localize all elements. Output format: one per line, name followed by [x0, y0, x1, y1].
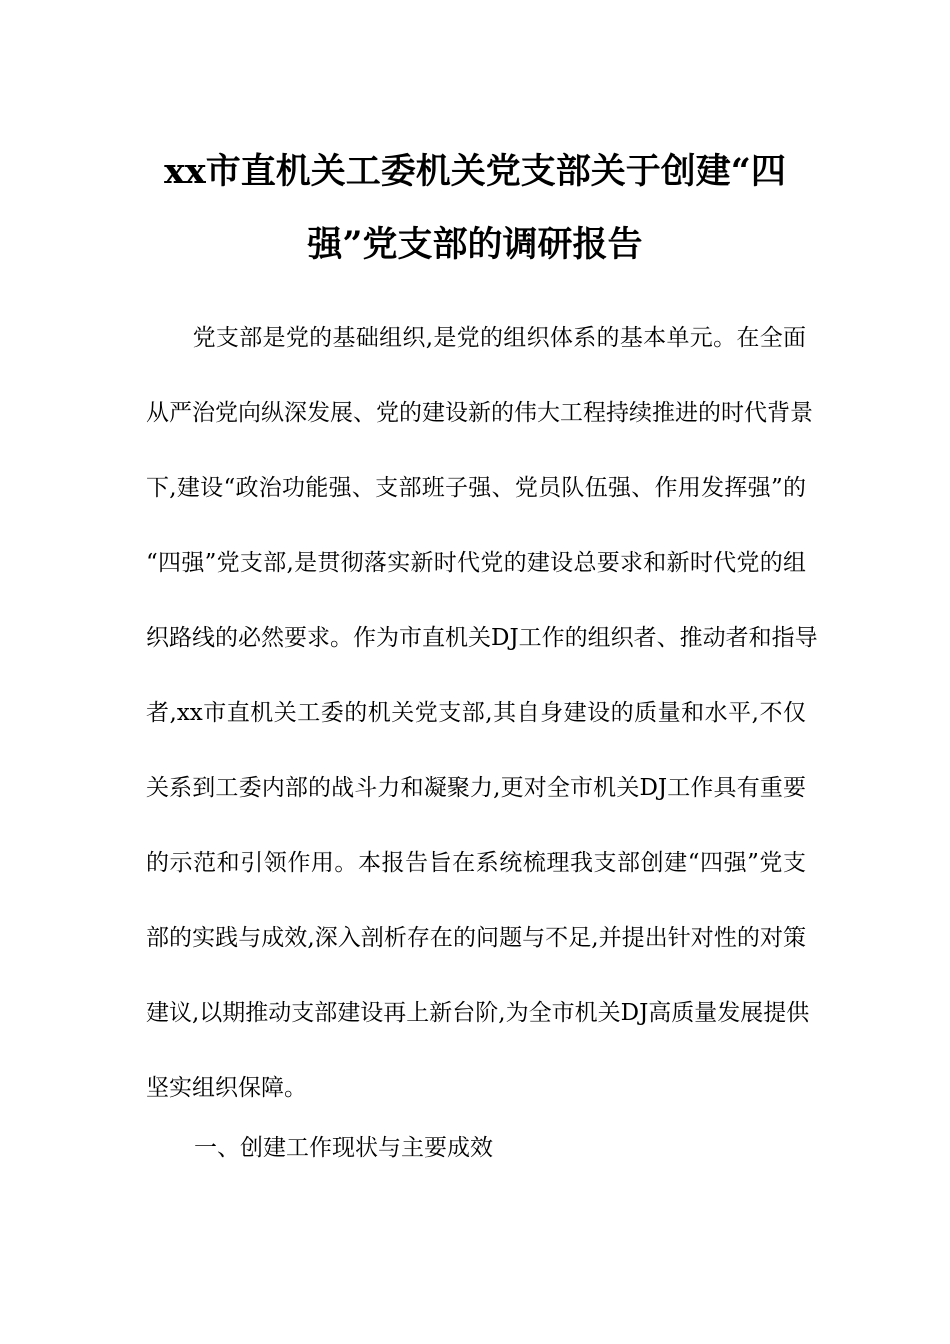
document-title-line-2: 强”党支部的调研报告 [307, 224, 643, 265]
paragraph-line: “四强”党支部,是贯彻落实新时代党的建设总要求和新时代党的组 [146, 550, 806, 576]
paragraph-line: 部的实践与成效,深入剖析存在的问题与不足,并提出针对性的对策 [146, 925, 806, 951]
paragraph-line: 者,xx市直机关工委的机关党支部,其自身建设的质量和水平,不仅 [146, 700, 806, 726]
section-heading: 一、创建工作现状与主要成效 [194, 1135, 493, 1161]
document-title-line-1: xx市直机关工委机关党支部关于创建“四 [164, 151, 786, 192]
paragraph-line: 坚实组织保障。 [146, 1075, 307, 1101]
paragraph-line: 党支部是党的基础组织,是党的组织体系的基本单元。在全面 [146, 325, 806, 351]
paragraph-line: 下,建设“政治功能强、支部班子强、党员队伍强、作用发挥强”的 [146, 475, 806, 501]
paragraph-line: 建议,以期推动支部建设再上新台阶,为全市机关DJ高质量发展提供 [146, 1000, 810, 1026]
paragraph-line: 从严治党向纵深发展、党的建设新的伟大工程持续推进的时代背景 [146, 400, 813, 426]
paragraph-line: 的示范和引领作用。本报告旨在系统梳理我支部创建“四强”党支 [146, 850, 806, 876]
paragraph-line: 关系到工委内部的战斗力和凝聚力,更对全市机关DJ工作具有重要 [146, 775, 806, 801]
paragraph-line: 织路线的必然要求。作为市直机关DJ工作的组织者、推动者和指导 [146, 625, 818, 651]
